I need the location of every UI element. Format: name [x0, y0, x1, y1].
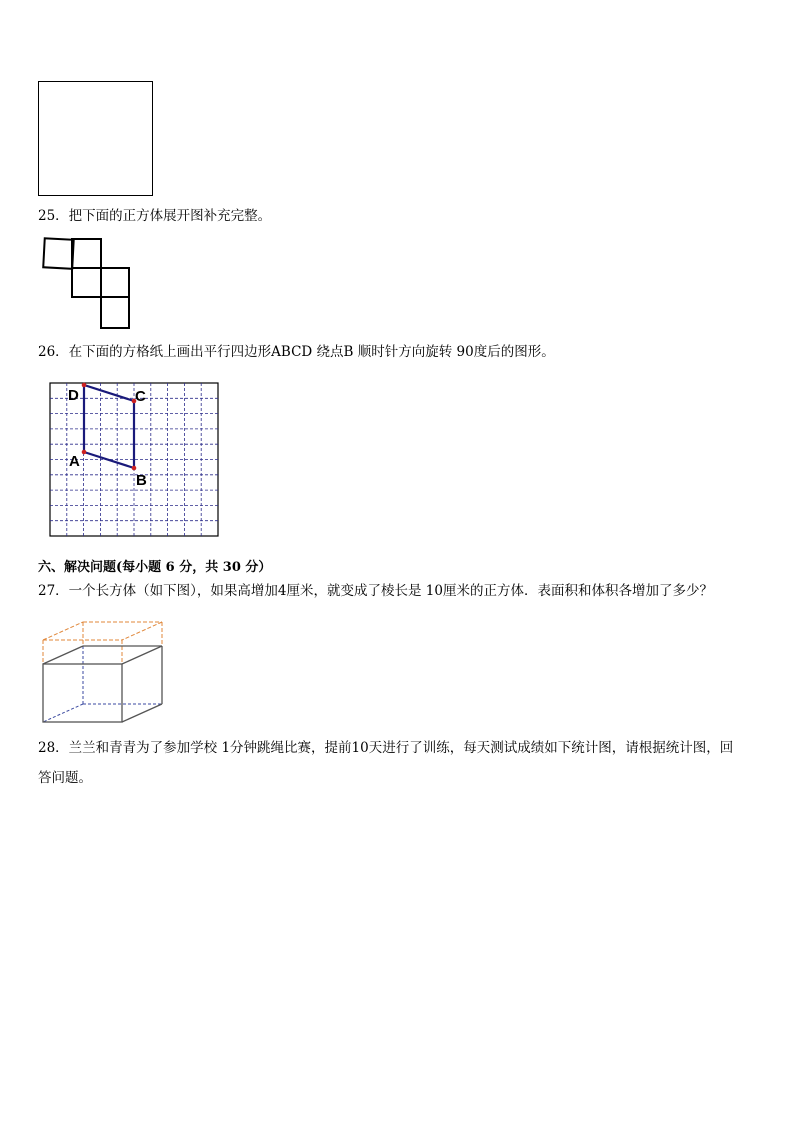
- cuboid-figure: [38, 616, 168, 726]
- question-27-text: 27．一个长方体（如下图），如果高增加4厘米，就变成了棱长是 10厘米的正方体．表面积和体积各增加了多少？: [38, 583, 713, 599]
- section-title: 六、解决问题(每小题 6 分，共 30 分）: [38, 560, 272, 575]
- net-square: [101, 268, 129, 297]
- question-28-line-1: 28．兰兰和青青为了参加学校 1分钟跳绳比赛，提前10天进行了训练，每天测试成绩如下统计图，请根据统计图，回: [38, 740, 734, 756]
- label-b: B: [136, 472, 147, 489]
- label-d: D: [68, 387, 79, 404]
- question-26-text: 26．在下面的方格纸上画出平行四边形ABCD 绕点B 顺时针方向旋转 90度后的图形。: [38, 344, 555, 360]
- vertex-a: [82, 450, 87, 455]
- net-square: [101, 297, 129, 328]
- cube-net-figure: [40, 236, 132, 332]
- label-a: A: [69, 453, 80, 470]
- vertex-d: [82, 383, 87, 388]
- question-25-text: 25．把下面的正方体展开图补充完整。: [38, 208, 272, 224]
- net-square: [72, 239, 101, 268]
- question-28-line-2: 答问题。: [38, 770, 92, 786]
- net-square: [72, 268, 101, 297]
- grid-paper-figure: [48, 381, 222, 539]
- vertex-b: [132, 466, 137, 471]
- net-square: [43, 238, 73, 268]
- answer-box: [38, 81, 153, 196]
- label-c: C: [135, 388, 146, 405]
